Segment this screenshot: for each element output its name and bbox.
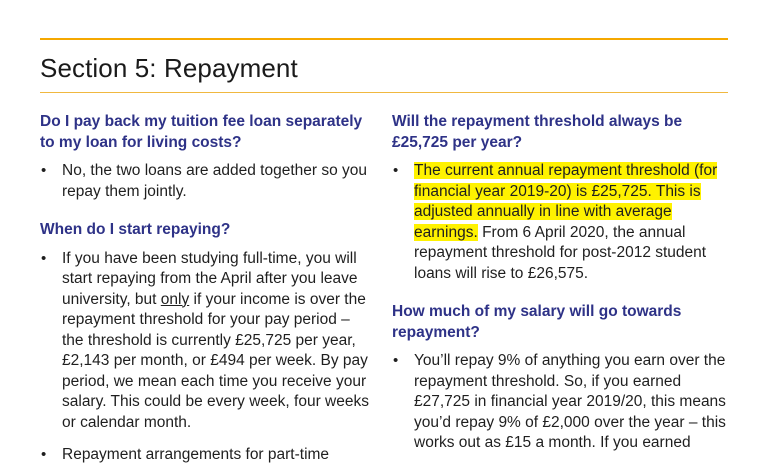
faq-heading: When do I start repaying? xyxy=(40,221,231,238)
list-item xyxy=(40,161,370,202)
answer-text: No, the two loans are added together so you repay them jointly. xyxy=(62,162,368,200)
highlighted-text: The current annual repayment threshold (for financial year 2019-20) is £25,725. This is adjusted annually in line with average earnings. xyxy=(414,162,718,241)
answer-text-part1: If you have been studying full-time, you will start repaying from the April after you leave university, but xyxy=(62,249,358,308)
answer-list xyxy=(392,351,728,454)
answer-text-part2: if your income is over the repayment threshold for your pay period – the threshold is currently £25,725 per year, £2,143 per month, or £494 per week. By pay period, we mean each time you receive your salary. This could be every week, four weeks or calendar month. xyxy=(62,290,369,431)
answer-list xyxy=(40,249,370,466)
bullet-icon: • xyxy=(41,446,47,463)
bullet-icon: • xyxy=(393,352,399,369)
faq-threshold-change xyxy=(392,112,728,284)
list-item xyxy=(40,445,370,466)
answer-list xyxy=(40,161,370,202)
answer-text: From 6 April 2020, the annual repayment threshold for post-2012 student loans will rise to £26,575. xyxy=(414,223,707,282)
answer-underlined-word: only xyxy=(160,290,190,308)
answer-text: Repayment arrangements for part-time xyxy=(62,446,330,463)
list-item xyxy=(392,351,728,454)
faq-start-repaying xyxy=(40,220,370,466)
faq-heading: How much of my salary will go towards repayment? xyxy=(392,303,682,341)
faq-heading: Will the repayment threshold always be £25,725 per year? xyxy=(392,113,683,151)
answer-text: You’ll repay 9% of anything you earn over the repayment threshold. So, if you earned £27,725 in financial year 2019/20, this means you’d repay 9% of £2,000 over the year – this works out as £15 a month. If you earned xyxy=(414,352,726,451)
bullet-icon: • xyxy=(393,162,399,179)
bullet-icon: • xyxy=(41,162,47,179)
faq-loans-together xyxy=(40,112,370,202)
faq-salary-portion xyxy=(392,302,728,454)
answer-list xyxy=(392,161,728,284)
faq-heading: Do I pay back my tuition fee loan separately to my loan for living costs? xyxy=(40,113,363,151)
bullet-icon: • xyxy=(41,249,47,267)
page-title: Section 5: Repayment xyxy=(40,53,298,83)
list-item xyxy=(392,161,728,284)
right-column xyxy=(392,112,728,454)
left-column xyxy=(40,112,370,466)
title-divider xyxy=(40,92,728,93)
top-accent-rule xyxy=(40,38,728,40)
list-item xyxy=(40,249,370,434)
